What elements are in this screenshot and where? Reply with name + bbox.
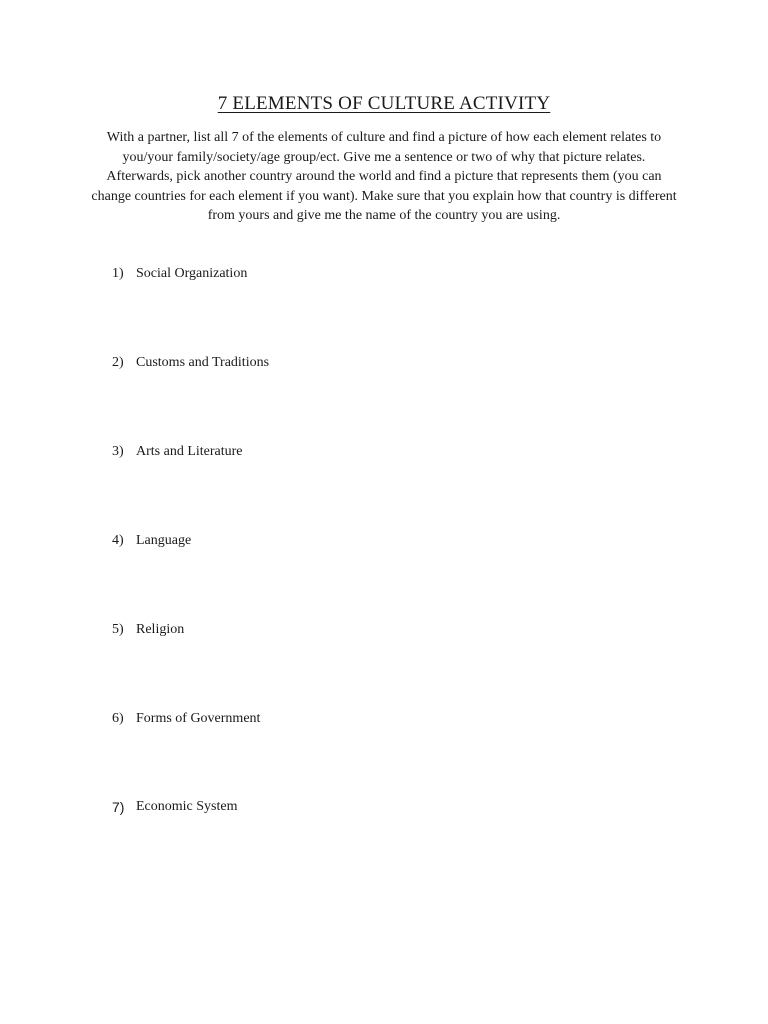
- instructions-paragraph: With a partner, list all 7 of the elements of culture and find a picture of how each element relates to you/your family/society/age group/ect. Give me a sentence or two of why that picture relates. Afterwards, pick another country around the world and find a picture that represents them (you can change countries for each element if you want). Make sure that you explain how that country is different from yours and give me the name of the country you are using.: [91, 130, 677, 224]
- list-item: [112, 622, 184, 638]
- item-label: Social Organization: [136, 266, 248, 281]
- item-number: 5): [112, 622, 124, 637]
- document-title: 7 ELEMENTS OF CULTURE ACTIVITY: [217, 93, 551, 114]
- list-item: [112, 799, 238, 815]
- item-label: Customs and Traditions: [136, 355, 270, 370]
- item-number: 3): [112, 444, 124, 459]
- item-number: 4): [112, 533, 124, 548]
- list-item: [112, 355, 269, 371]
- item-number: 2): [112, 355, 124, 370]
- list-item: [112, 711, 260, 727]
- item-label: Economic System: [136, 799, 238, 814]
- list-item: [112, 533, 191, 549]
- list-item: [112, 444, 243, 460]
- item-label: Arts and Literature: [136, 444, 243, 459]
- item-number: 7): [112, 799, 125, 815]
- item-number: 6): [112, 711, 124, 726]
- item-label: Religion: [136, 622, 185, 637]
- list-item: [112, 266, 247, 282]
- item-label: Forms of Government: [136, 711, 261, 726]
- item-label: Language: [136, 533, 192, 548]
- item-number: 1): [112, 266, 124, 281]
